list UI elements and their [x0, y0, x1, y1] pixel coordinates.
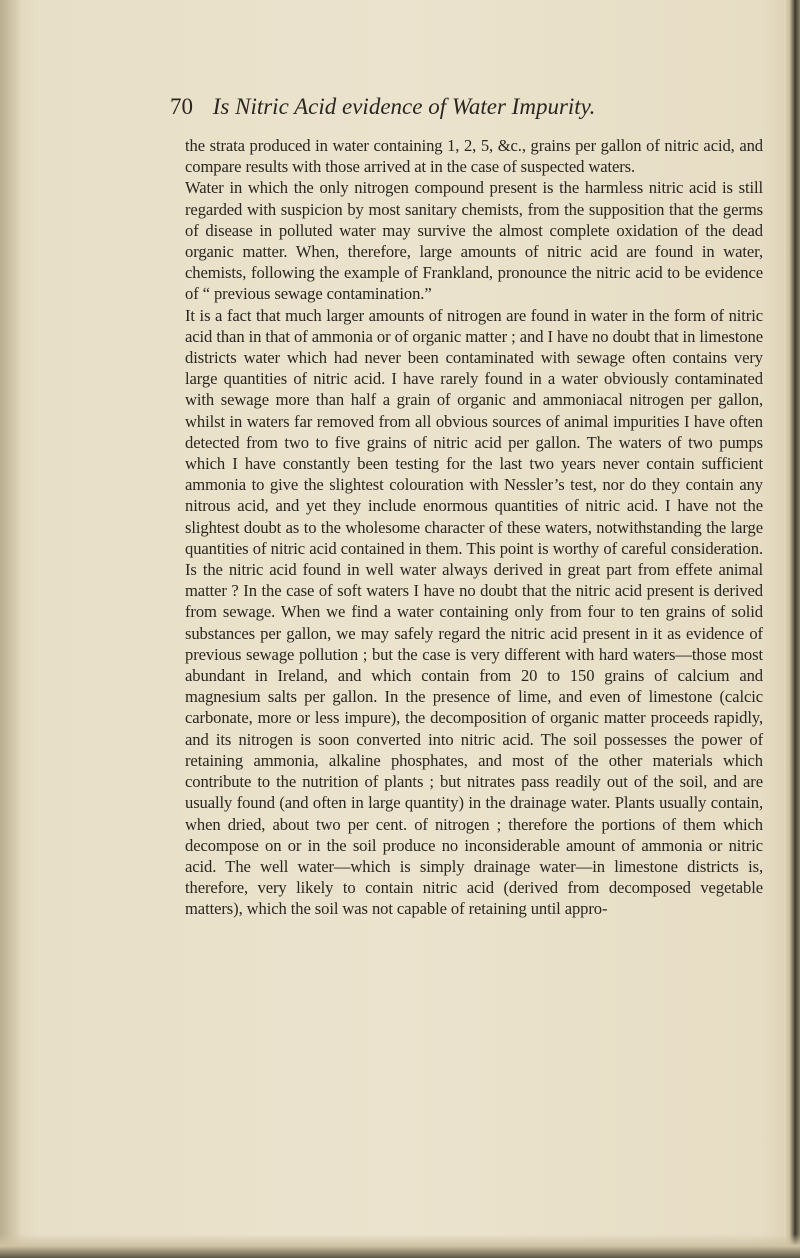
page-number: 70 — [170, 94, 193, 119]
page-bottom-edge — [0, 1234, 800, 1258]
page-header — [170, 90, 730, 124]
page-gutter-shadow — [0, 0, 22, 1258]
body-paragraphs: the strata produced in water containing 1, 2, 5, &c., grains per gallon of nitric acid, and compare results with those arrived at in the case of suspected waters. Water in which the only nitrogen compound present is the harmless nitric acid is still regarded with suspicion by most sanitary chemists, from the supposition that the germs of disease in polluted water may survive the almost complete oxidation of the dead organic matter. When, therefore, large amounts of nitric acid are found in water, chemists, following the example of Frankland, pronounce the nitric acid to be evidence of “ previous sewage contamination.” It is a fact that much larger amounts of nitrogen are found in water in the form of nitric acid than in that of ammonia or of organic matter ; and I have no doubt that in limestone districts water which had never been contaminated with sewage often contains very large quantities of nitric acid. I have rarely found in a water obviously contaminated with sewage more than half a grain of organic and ammoniacal nitrogen per gallon, whilst in waters far removed from all obvious sources of animal impurities I have often detected from two to five grains of nitric acid per gallon. The waters of two pumps which I have constantly been testing for the last two years never contain sufficient ammonia to give the slightest colouration with Nessler’s test, nor do they contain any nitrous acid, and yet they include enormous quantities of nitric acid. I have not the slightest doubt as to the wholesome character of these waters, notwithstanding the large quantities of nitric acid contained in them. This point is worthy of careful consideration. Is the nitric acid found in well water always derived in great part from effete animal matter ? In the case of soft waters I have no doubt that the nitric acid present is derived from sewage. When we find a water containing only from four to ten grains of solid substances per gallon, we may safely regard the nitric acid present in it as evidence of previous sewage pollution ; but the case is very different with hard waters—those most abundant in Ireland, and which contain from 20 to 150 grains of calcium and magnesium salts per gallon. In the presence of lime, and even of limestone (calcic carbonate, more or less impure), the decomposition of organic matter proceeds rapidly, and its nitrogen is soon converted into nitric acid. The soil possesses the power of retaining ammonia, alkaline phosphates, and most of the other materials which contribute to the nutrition of plants ; but nitrates pass readily out of the soil, and are usually found (and often in large quantity) in the drainage water. Plants usually contain, when dried, about two per cent. of nitrogen ; therefore the portions of them which decompose on or in the soil produce no inconsiderable amount of ammonia or nitric acid. The well water—which is simply drainage water—in limestone districts is, therefore, very likely to contain nitric acid (derived from decomposed vegetable matters), which the soil was not capable of retaining until appro- — [185, 136, 763, 919]
page-right-edge — [784, 0, 800, 1258]
running-title: Is Nitric Acid evidence of Water Impurity. — [212, 94, 596, 119]
